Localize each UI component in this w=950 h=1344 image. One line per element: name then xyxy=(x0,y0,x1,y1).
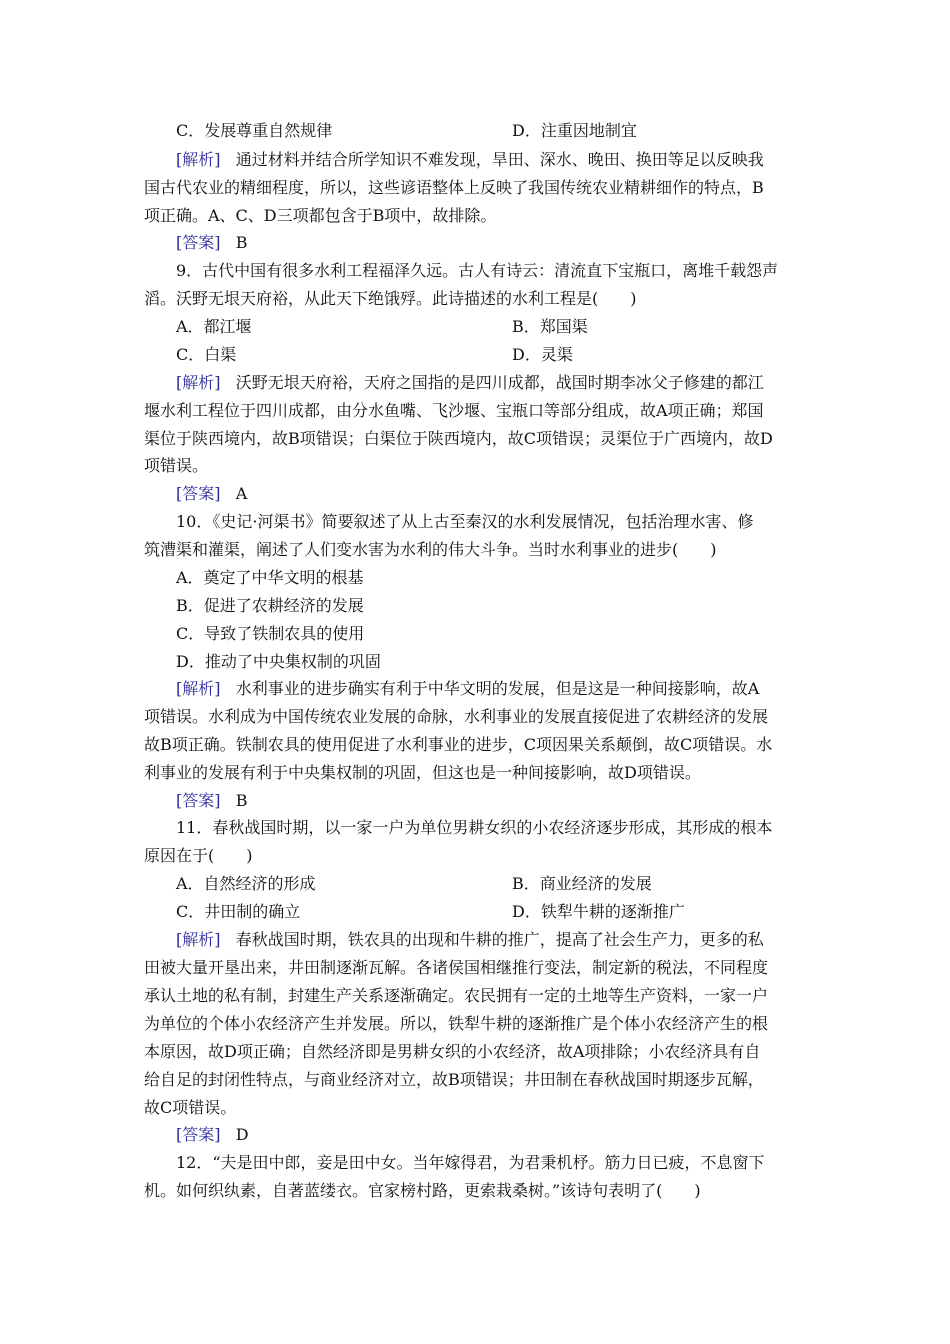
q8-analysis-line-1 xyxy=(176,146,764,173)
q9-analysis-line-1 xyxy=(176,369,764,396)
q9-stem-line-1: 9．古代中国有很多水利工程福泽久远。古人有诗云：清流直下宝瓶口，离堆千载怨声 xyxy=(176,261,779,280)
q10-analysis-line-1 xyxy=(176,675,759,702)
q11-option-a: A．自然经济的形成 xyxy=(176,874,316,893)
q11-analysis-line-6: 给自足的封闭性特点，与商业经济对立，故B项错误；井田制在春秋战国时期逐步瓦解， xyxy=(144,1070,764,1089)
analysis-text: 通过材料并结合所学知识不难发现，旱田、深水、晚田、换田等足以反映我 xyxy=(235,150,764,169)
q10-stem-line-2: 筑漕渠和灌渠，阐述了人们变水害为水利的伟大斗争。当时水利事业的进步( ) xyxy=(144,540,717,559)
analysis-tag: [解析] xyxy=(176,373,221,392)
q11-option-d: D．铁犁牛耕的逐渐推广 xyxy=(512,902,685,921)
q10-option-a: A．奠定了中华文明的根基 xyxy=(176,568,364,587)
analysis-text: 沃野无垠天府裕，天府之国指的是四川成都，战国时期李冰父子修建的都江 xyxy=(235,373,764,392)
q11-option-c: C．井田制的确立 xyxy=(176,902,301,921)
q11-analysis-line-3: 承认土地的私有制，封建生产关系逐渐确定。农民拥有一定的土地等生产资料，一家一户 xyxy=(144,986,769,1005)
q11-answer xyxy=(176,1121,249,1148)
analysis-text: 春秋战国时期，铁农具的出现和牛耕的推广，提高了社会生产力，更多的私 xyxy=(235,930,764,949)
q8-analysis-line-2: 国古代农业的精细程度，所以，这些谚语整体上反映了我国传统农业精耕细作的特点，B xyxy=(144,178,764,197)
q8-option-d: D．注重因地制宜 xyxy=(512,121,637,140)
q11-option-b: B．商业经济的发展 xyxy=(512,874,652,893)
q10-option-c: C．导致了铁制农具的使用 xyxy=(176,624,365,643)
answer-tag: [答案] xyxy=(176,233,221,252)
q10-analysis-line-3: 故B项正确。铁制农具的使用促进了水利事业的进步，C项因果关系颠倒，故C项错误。水 xyxy=(144,735,773,754)
q8-answer xyxy=(176,229,248,256)
q9-analysis-line-3: 渠位于陕西境内，故B项错误；白渠位于陕西境内，故C项错误；灵渠位于广西境内，故D xyxy=(144,429,773,448)
q11-analysis-line-4: 为单位的个体小农经济产生并发展。所以，铁犁牛耕的逐渐推广是个体小农经济产生的根 xyxy=(144,1014,769,1033)
q10-option-d: D．推动了中央集权制的巩固 xyxy=(176,652,381,671)
q11-stem-line-2: 原因在于( ) xyxy=(144,846,253,865)
q11-analysis-line-2: 田被大量开垦出来，井田制逐渐瓦解。各诸侯国相继推行变法，制定新的税法，不同程度 xyxy=(144,958,769,977)
q10-stem-line-1: 10．《史记·河渠书》简要叙述了从上古至秦汉的水利发展情况，包括治理水害、修 xyxy=(176,512,754,531)
q10-option-b: B．促进了农耕经济的发展 xyxy=(176,596,364,615)
q8-analysis-line-3: 项正确。A、C、D三项都包含于B项中，故排除。 xyxy=(144,206,497,225)
q11-analysis-line-5: 本原因，故D项正确；自然经济即是男耕女织的小农经济，故A项排除；小农经济具有自 xyxy=(144,1042,761,1061)
answer-tag: [答案] xyxy=(176,791,221,810)
answer-value: D xyxy=(235,1125,249,1144)
q10-analysis-line-2: 项错误。水利成为中国传统农业发展的命脉，水利事业的发展直接促进了农耕经济的发展 xyxy=(144,707,769,726)
q9-option-d: D．灵渠 xyxy=(512,345,573,364)
q9-analysis-line-4: 项错误。 xyxy=(144,456,209,475)
q9-analysis-line-2: 堰水利工程位于四川成都，由分水鱼嘴、飞沙堰、宝瓶口等部分组成，故A项正确；郑国 xyxy=(144,401,764,420)
answer-value: A xyxy=(235,484,248,503)
analysis-tag: [解析] xyxy=(176,679,221,698)
q11-stem-line-1: 11．春秋战国时期，以一家一户为单位男耕女织的小农经济逐步形成，其形成的根本 xyxy=(176,818,773,837)
q10-answer xyxy=(176,787,248,814)
q10-analysis-line-4: 利事业的发展有利于中央集权制的巩固，但这也是一种间接影响，故D项错误。 xyxy=(144,763,701,782)
analysis-text: 水利事业的进步确实有利于中华文明的发展，但是这是一种间接影响，故A xyxy=(235,679,760,698)
q9-stem-line-2: 滔。沃野无垠天府裕，从此天下绝饿殍。此诗描述的水利工程是( ) xyxy=(144,289,637,308)
q8-option-c: C．发展尊重自然规律 xyxy=(176,121,333,140)
q9-answer xyxy=(176,480,247,507)
answer-value: B xyxy=(235,233,248,252)
analysis-tag: [解析] xyxy=(176,150,221,169)
q12-stem-line-1: 12．“夫是田中郎，妾是田中女。当年嫁得君，为君秉机杼。筋力日已疲，不息窗下 xyxy=(176,1153,765,1172)
q11-analysis-line-1 xyxy=(176,926,764,953)
q9-option-c: C．白渠 xyxy=(176,345,237,364)
q11-analysis-line-7: 故C项错误。 xyxy=(144,1098,237,1117)
q12-stem-line-2: 机。如何织纨素，自著蓝缕衣。官家榜村路，更索栽桑树。”该诗句表明了( ) xyxy=(144,1181,701,1200)
answer-value: B xyxy=(235,791,248,810)
q9-option-a: A．都江堰 xyxy=(176,317,252,336)
analysis-tag: [解析] xyxy=(176,930,221,949)
answer-tag: [答案] xyxy=(176,484,221,503)
q9-option-b: B．郑国渠 xyxy=(512,317,588,336)
answer-tag: [答案] xyxy=(176,1125,221,1144)
